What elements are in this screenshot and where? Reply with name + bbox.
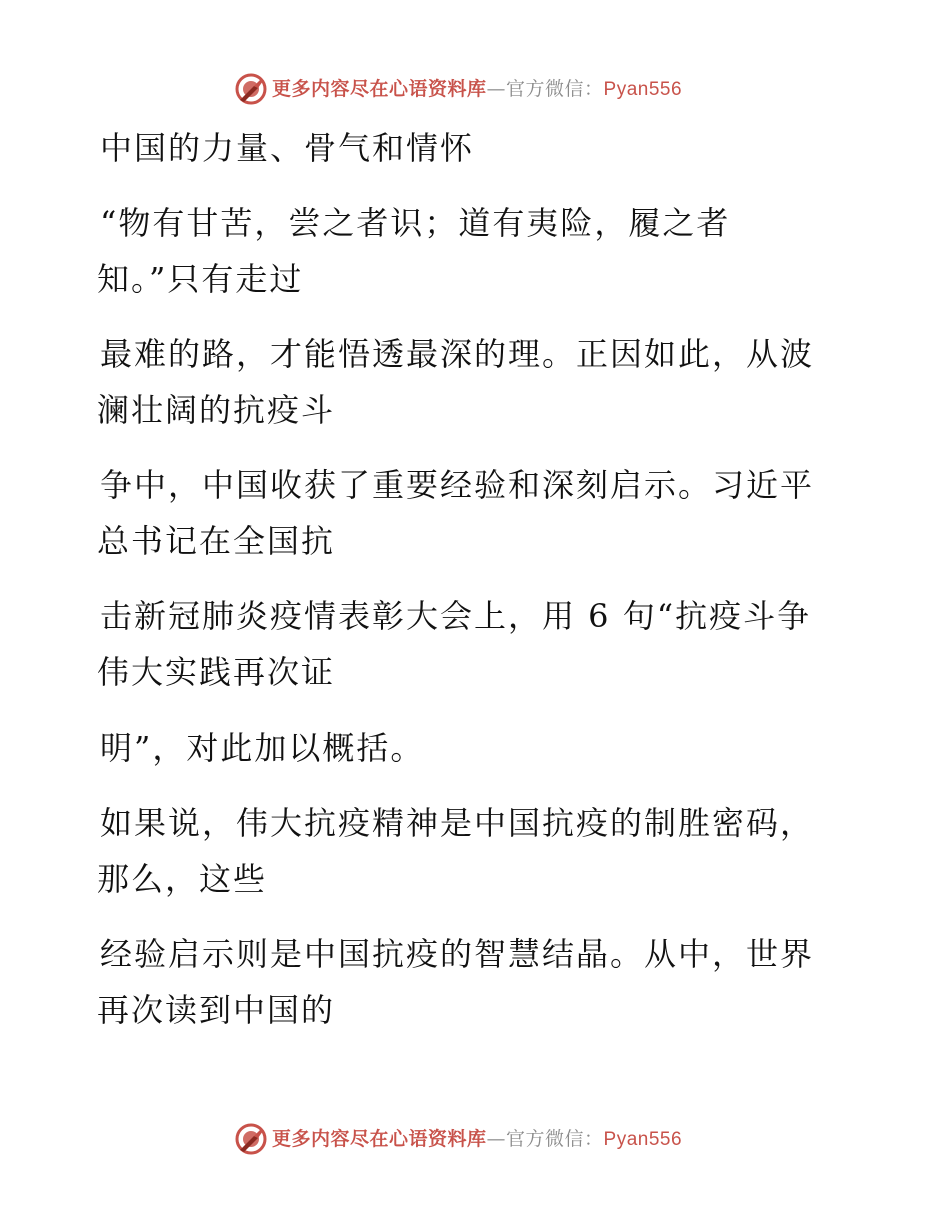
- text-line: 击新冠肺炎疫情表彰大会上，用 6 句“抗疫斗争: [100, 597, 812, 635]
- header-banner: [0, 70, 950, 110]
- banner-site-text: 更多内容尽在心语资料库: [272, 78, 487, 100]
- pen-circle-logo-icon: [234, 72, 268, 106]
- pen-circle-logo-icon: [234, 1122, 268, 1156]
- banner-site-text: 更多内容尽在心语资料库: [272, 1128, 487, 1150]
- text-line: 经验启示则是中国抗疫的智慧结晶。从中，世界: [100, 935, 815, 973]
- banner-text: [272, 1128, 682, 1151]
- banner-contact-id: Pyan556: [603, 1129, 683, 1150]
- text-line: 最难的路，才能悟透最深的理。正因如此，从波: [100, 335, 815, 373]
- text-line: 那么，这些: [97, 860, 268, 898]
- text-line: 知。”只有走过: [97, 260, 304, 298]
- banner-text: [272, 78, 682, 101]
- footer-banner: [0, 1120, 950, 1160]
- text-line: 中国的力量、骨气和情怀: [100, 129, 475, 167]
- text-line: 澜壮阔的抗疫斗: [97, 391, 336, 429]
- text-line: 如果说，伟大抗疫精神是中国抗疫的制胜密码，: [100, 804, 815, 842]
- text-line: 总书记在全国抗: [97, 522, 336, 560]
- text-line: 明”，对此加以概括。: [100, 729, 425, 767]
- banner-dash: —: [486, 78, 507, 100]
- text-line: 伟大实践再次证: [97, 653, 336, 691]
- text-line: 再次读到中国的: [97, 991, 336, 1029]
- banner-contact-label: 官方微信：: [506, 1128, 604, 1150]
- banner-contact-label: 官方微信：: [506, 78, 604, 100]
- banner-dash: —: [486, 1128, 507, 1150]
- text-line: “物有甘苦，尝之者识；道有夷险，履之者: [100, 204, 731, 242]
- text-line: 争中，中国收获了重要经验和深刻启示。习近平: [100, 466, 815, 504]
- banner-contact-id: Pyan556: [603, 79, 683, 100]
